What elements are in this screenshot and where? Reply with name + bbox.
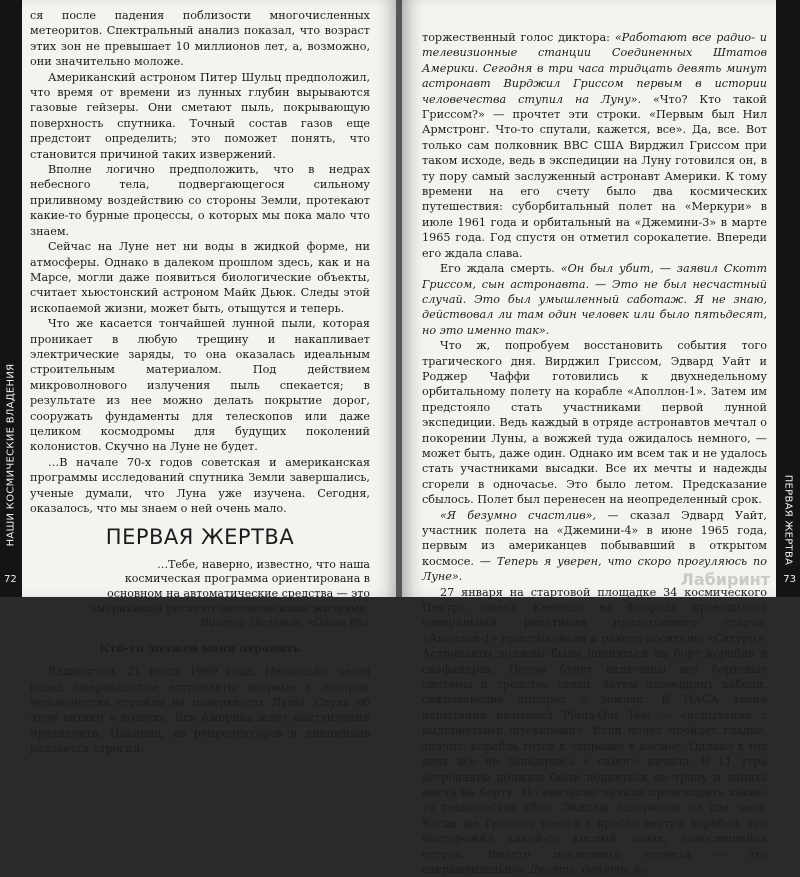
left-page-number: 72: [4, 574, 17, 585]
left-running-head-bar: [0, 0, 22, 597]
quote-run: «Работают все радио- и телевизионные станции Соединенных Штатов Америки. Сегодня в три часа тридцать девять минут астронавт Вирджил Гриссом первым в истории человечества ступил на Луну».: [422, 31, 767, 106]
quote-run: «Я безумно счастлив»,: [440, 508, 597, 522]
text-run: торжественный голос диктора:: [422, 31, 615, 44]
paragraph: ся после падения поблизости многочисленных метеоритов. Спектральный анализ показал, что возраст этих зон не превышает 10 миллионов лет, а, возможно, они значительно моложе.: [30, 9, 370, 69]
paragraph: Что ж, попробуем восстановить события того трагического дня. Вирджил Гриссом, Эдвард Уайт и Роджер Чаффи готовились к двухнедельному орбитальному полету на корабле «Аполлон-1». Затем им предстояло стать участниками первой лунной экспедиции. Ведь каждый в отряде астронавтов мечтал о покорении Луны, а вожжей туда ожидалось немного, — может быть, даже один. Однако им всем так и не удалось стать участниками высадки. Все их мечты и надежды сгорели в одночасье. Это было летом. Предсказание сбылось. Полет был перенесен на неопределенный срок.: [422, 339, 767, 507]
text-run: 27 января на стартовой площадке 34 космического Центра имени Кеннеди во Флориде проводилась генеральная репетиция предстоящего старта. «Аполлон-1» пристыковали к ракете-носителю «Сатурн». Астронавты должны были подняться на борт корабля в скафандрах. Потом будут включены все бортовые системы и средства связи. Затем отсоединят кабели, связывающие аппарат с землей. В НАСА такие испытания называют Plugs-Out Test — «испытания с выдернутыми штекерами». Если полет пройдет гладко, значит, корабль готов к отправке в космос. Однако в тот день все не заладилось с самого начала. В 11 утра астронавты должны были подняться по трапу и занять места на борту. Но внезапно начали происходить какие-то технические сбои. Экипаж задержали на два часа. Когда же Гриссом уселся в кресло внутри корабля, его насторожил какой-то кислый запах, доносившийся оттуда. Вместо последнего отсчета — это сакраментальное: [422, 585, 767, 876]
quote-run: «Он был убит, — заявил Скотт Гриссом, сын астронавта. — Это не был несчастный случай. Это был умышленный саботаж. Я не знаю, действовал ли там один человек или было пятьдесят, но это именно так».: [422, 262, 767, 337]
epigraph-author: Виктор Пелевин. «Омон Ра»: [200, 616, 370, 630]
left-page-body: [30, 8, 370, 757]
right-running-head-bar: [776, 0, 800, 597]
quote-run: Десять, девять, во-: [525, 862, 651, 876]
text-run: — сказал Эдвард Уайт, участник полета на «Джемини-4» в июне 1965 года, первым из американцев побывавший в открытом космосе.: [422, 508, 767, 568]
section-title: Кто-то должен меня охранять: [99, 640, 301, 655]
left-running-head: НАШИ КОСМИЧЕСКИЕ ВЛАДЕНИЯ: [5, 363, 17, 547]
left-page: [0, 0, 398, 756]
paragraph: [422, 30, 767, 261]
right-page-number: 73: [783, 574, 796, 585]
text-run: «Что? Кто такой Гриссом?» — прочтет эти строки. «Первым был Нил Армстронг. Что-то спутали, кажется, все». Да, все. Вот только сам полковник ВВС США Вирджил Гриссом при таком исходе, ведь в экспедиции на Луну готовился он, в ту пору самый заслуженный астронавт Америки. К тому времени на его счету было два космических путешествия: суборбитальный полет на «Меркури» в июле 1961 года и орбитальный на «Джемини-3» в марте 1965 года. Год спустя он отметил сорокалетие. Впереди его ждала слава.: [422, 92, 767, 260]
paragraph: [422, 261, 767, 338]
paragraph: Американский астроном Питер Шульц предположил, что время от времени из лунных глубин вырываются газовые гейзеры. Они сметают пыль, покрывающую поверхность спутника. Точный состав газов еще предстоит определить; это поможет понять, что становится причиной таких извержений.: [30, 70, 370, 161]
paragraph: Вполне логично предположить, что в недрах небесного тела, подвергающегося сильному приливному воздействию со стороны Земли, протекают какие-то бурные процессы, о которых мы пока мало что знаем.: [30, 163, 370, 238]
paragraph: Что же касается тончайшей лунной пыли, которая проникает в любую трещину и накапливает электрические заряды, то она оказалась идеальным строительным материалом. Под действием микроволнового излучения пыль спекается; в результате из нее можно делать покрытие дорог, сооружать фундаменты для телескопов или даже целиком космодромы для будущих поколений колонистов. Скучно на Луне не будет.: [30, 317, 370, 454]
paragraph: Вашингтон, 21 июля 1969 года. Несколько часов назад американские астронавты впервые в истории человечества ступили на поверхность Луны. Слухи об этом витают в воздухе. Вся Америка ждет выступления президента. Наконец, из репродукторов и динамиков раздается строгий,: [30, 665, 370, 756]
epigraph-text: …Тебе, наверно, известно, что наша космическая программа ориентирована в основном на автоматические средства — это американцы рискуют человеческими жизнями.: [90, 557, 370, 615]
quote-run: — Теперь я уверен, что скоро прогуляюсь по Луне».: [422, 554, 767, 584]
epigraph: [90, 558, 370, 631]
chapter-title: ПЕРВАЯ ЖЕРТВА: [105, 525, 295, 550]
text-run: Его ждала смерть.: [440, 262, 561, 276]
paragraph: Сейчас на Луне нет ни воды в жидкой форме, ни атмосферы. Однако в далеком прошлом здесь, как и на Марсе, могли даже появиться биологические объекты, считает хьюстонский астроном Майк Дьюк. Следы этой ископаемой жизни, может быть, отыщутся и теперь.: [30, 240, 370, 315]
right-page-body: [422, 30, 767, 877]
right-page: [402, 0, 800, 876]
watermark: Лабиринт: [680, 570, 770, 589]
paragraph: …В начале 70-х годов советская и американская программы исследований спутника Земли завершались, ученые думали, что Луна уже изучена. Сегодня, оказалось, что мы знаем о ней очень мало.: [30, 455, 370, 515]
right-running-head: ПЕРВАЯ ЖЕРТВА: [782, 474, 794, 566]
paragraph: [422, 585, 767, 877]
